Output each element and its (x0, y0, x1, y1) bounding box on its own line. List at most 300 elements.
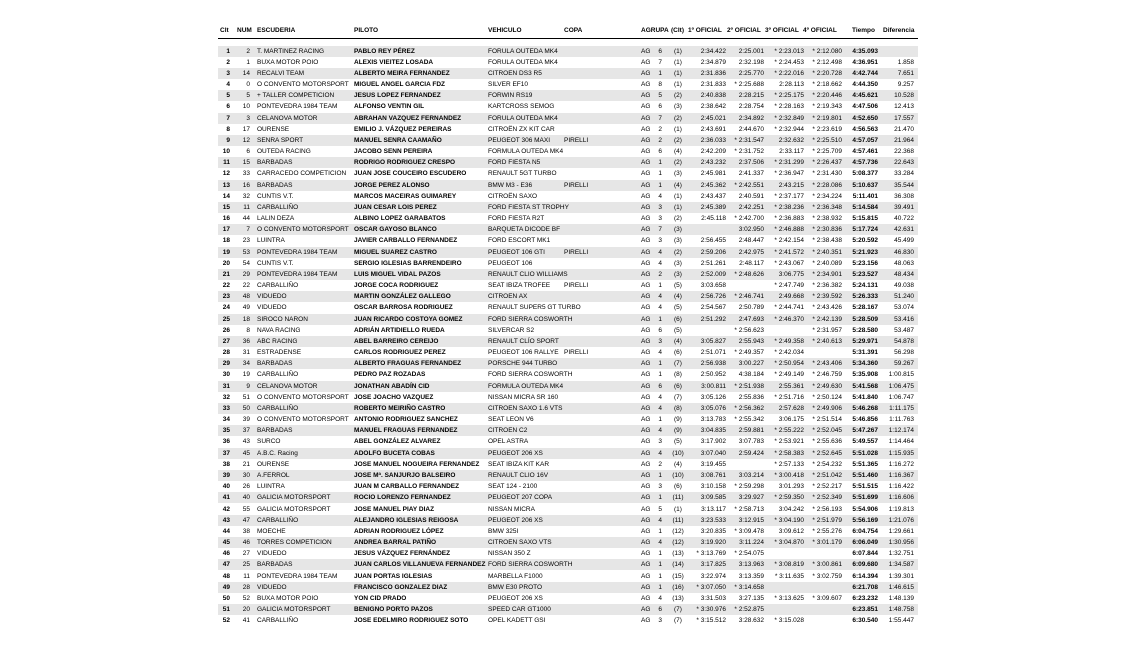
cell-clt: 9 (226, 136, 230, 144)
cell-clt: 23 (222, 293, 230, 301)
col-clase-header: (Clt) (671, 27, 684, 34)
cell-escuderia: CARBALLIÑO (257, 617, 299, 625)
cell-vehiculo: FORD ESCORT MK1 (488, 237, 551, 245)
cell-agnum: 4 (658, 293, 662, 301)
cell-clt: 2 (226, 58, 230, 66)
cell-piloto: ROBERTO MEIRIÑO CASTRO (354, 404, 446, 412)
cell-of2: 2:55.836 (738, 393, 764, 401)
cell-dif: 48.434 (894, 270, 914, 278)
cell-of2: * 2:56.623 (734, 326, 764, 334)
cell-of1: 2:31.833 (700, 81, 726, 88)
cell-tiempo: 5:21.923 (852, 248, 878, 256)
cell-escuderia: VIDUEDO (257, 304, 287, 312)
cell-clase: (1) (674, 505, 682, 513)
cell-of3: * 2:46.370 (774, 315, 804, 323)
cell-piloto: JUAN M CARBALLO FERNANDEZ (354, 483, 460, 491)
cell-clase: (10) (672, 472, 684, 479)
cell-of4: * 2:52.645 (812, 449, 842, 457)
cell-of4: * 2:36.382 (812, 282, 842, 290)
cell-piloto: JORGE COCA RODRIGUEZ (354, 282, 439, 290)
cell-num: 14 (242, 69, 250, 77)
cell-agnum: 1 (658, 527, 662, 535)
cell-escuderia: GALICIA MOTORSPORT (257, 505, 331, 513)
table-row (218, 291, 918, 302)
cell-clase: (1) (674, 203, 682, 211)
cell-escuderia: CARBALLIÑO (257, 371, 299, 379)
cell-clase: (6) (674, 483, 682, 491)
cell-of1: 3:13.783 (700, 416, 726, 424)
cell-ag: AG (641, 483, 651, 491)
cell-ag: AG (641, 58, 651, 66)
cell-ag: AG (641, 69, 651, 77)
cell-of4: * 2:38.438 (812, 237, 842, 245)
cell-clase: (4) (674, 460, 682, 468)
cell-of3: * 3:11.635 (774, 572, 804, 580)
cell-num: 27 (242, 550, 250, 558)
cell-of1: 2:45.021 (700, 114, 726, 122)
cell-of2: 2:28.215 (738, 92, 764, 100)
cell-escuderia: OURENSE (257, 125, 290, 133)
cell-tiempo: 5:29.971 (852, 337, 878, 345)
cell-dif: 1:12.174 (888, 427, 914, 435)
cell-escuderia: CELANOVA MOTOR (257, 382, 318, 390)
cell-dif: 1:16.272 (888, 460, 914, 468)
cell-of3: * 2:57.133 (774, 460, 804, 468)
cell-dif: 56.298 (894, 349, 914, 357)
cell-of3: * 2:42.154 (774, 237, 804, 245)
table-row (218, 113, 918, 124)
cell-of4: * 3:01.179 (812, 539, 842, 546)
cell-agnum: 1 (658, 69, 662, 77)
cell-ag: AG (641, 360, 651, 368)
cell-clt: 4 (226, 81, 230, 88)
cell-piloto: PEDRO PAZ ROZADAS (354, 371, 426, 379)
cell-escuderia: GALICIA MOTORSPORT (257, 606, 331, 613)
cell-of1: 2:51.261 (700, 259, 726, 267)
cell-escuderia: BARBADAS (257, 427, 293, 435)
cell-num: 15 (242, 159, 250, 167)
cell-ag: AG (641, 349, 651, 357)
table-row (218, 537, 918, 548)
cell-tiempo: 6:04.754 (852, 527, 878, 535)
cell-piloto: ALFONSO VENTIN GIL (354, 103, 425, 111)
cell-agnum: 1 (658, 170, 662, 178)
cell-clase: (3) (674, 237, 682, 245)
cell-ag: AG (641, 103, 651, 111)
cell-of3: * 2:44.741 (774, 304, 804, 312)
cell-num: 45 (242, 449, 250, 457)
cell-of2: * 2:52.875 (734, 606, 764, 613)
cell-of3: * 3:04.870 (774, 539, 804, 546)
cell-of4: * 2:49.630 (812, 382, 842, 390)
cell-of1: 3:19.455 (700, 460, 726, 468)
cell-clase: (2) (674, 248, 682, 256)
cell-of3: 2:32.632 (778, 136, 804, 144)
cell-of3: * 3:08.819 (774, 561, 804, 569)
cell-of3: * 2:41.572 (774, 248, 804, 256)
cell-escuderia: O CONVENTO MOTORSPORT (257, 393, 349, 401)
cell-num: 17 (242, 125, 250, 133)
cell-of1: * 3:15.512 (696, 617, 726, 625)
col-of2-header: 2º OFICIAL (727, 27, 761, 34)
cell-dif: 21.470 (894, 125, 914, 133)
cell-of1: 2:51.292 (700, 315, 726, 323)
cell-of4: * 2:46.759 (812, 371, 842, 379)
cell-clase: (3) (674, 270, 682, 278)
cell-of1: 3:05.827 (700, 337, 726, 345)
cell-dif: 48.063 (894, 259, 914, 267)
cell-ag: AG (641, 237, 651, 245)
cell-ag: AG (641, 270, 651, 278)
cell-tiempo: 5:47.267 (852, 427, 878, 435)
cell-clase: (5) (674, 438, 682, 446)
cell-clase: (8) (674, 404, 682, 412)
cell-agnum: 3 (658, 203, 662, 211)
cell-of1: 3:17.902 (700, 438, 726, 446)
cell-escuderia: CARBALLIÑO (257, 282, 299, 290)
cell-vehiculo: RENAULT CLÍO SPORT (488, 337, 559, 345)
cell-dif: 45.499 (894, 237, 914, 245)
cell-dif: 21.964 (894, 136, 914, 144)
cell-of1: 2:45.118 (701, 215, 726, 223)
cell-tiempo: 5:31.391 (852, 349, 878, 357)
cell-of4: * 2:23.619 (812, 125, 842, 133)
cell-num: 0 (246, 81, 250, 88)
cell-clt: 43 (222, 516, 230, 524)
cell-piloto: JOSE MANUEL NOGUEIRA FERNANDEZ (354, 460, 480, 468)
cell-of4: * 2:39.592 (812, 293, 842, 301)
cell-ag: AG (641, 293, 651, 301)
cell-escuderia: PONTEVEDRA 1984 TEAM (257, 270, 338, 278)
cell-clase: (3) (674, 226, 682, 234)
cell-clase: (7) (674, 393, 682, 401)
cell-escuderia: PONTEVEDRA 1984 TEAM (257, 103, 338, 111)
cell-vehiculo: FORD SIERRA COSWORTH (488, 561, 573, 569)
cell-tiempo: 6:30.540 (852, 617, 878, 625)
cell-piloto: ABEL GONZÁLEZ ALVAREZ (354, 438, 441, 446)
cell-ag: AG (641, 550, 651, 558)
cell-ag: AG (641, 416, 651, 424)
cell-tiempo: 6:09.680 (852, 561, 878, 569)
cell-agnum: 4 (658, 304, 662, 312)
cell-of4: * 2:43.406 (812, 360, 842, 368)
cell-clt: 16 (222, 215, 230, 223)
cell-tiempo: 4:36.951 (852, 58, 878, 66)
cell-vehiculo: BMW 325I (488, 527, 519, 535)
cell-of4: * 2:42.139 (812, 315, 842, 323)
cell-of1: 3:31.503 (700, 594, 726, 602)
cell-of3: * 2:51.716 (774, 393, 804, 401)
cell-clase: (12) (672, 527, 684, 535)
cell-clase: (5) (674, 326, 682, 334)
table-row (218, 582, 918, 593)
cell-of2: 2:48.447 (738, 237, 764, 245)
cell-of4: * 2:31.957 (812, 326, 842, 334)
cell-vehiculo: NISSAN 350 Z (488, 550, 531, 558)
cell-piloto: JOSE JOACHO VAZQUEZ (354, 393, 434, 401)
cell-vehiculo: FORD SIERRA COSWORTH (488, 315, 573, 323)
cell-of1: 3:17.825 (700, 561, 726, 569)
cell-of3: * 2:32.944 (774, 125, 804, 133)
cell-agnum: 2 (658, 270, 662, 278)
cell-of4: * 2:12.498 (812, 58, 842, 66)
cell-clt: 24 (222, 304, 230, 312)
cell-of2: * 2:49.357 (734, 349, 764, 357)
cell-piloto: ALEXIS VIEITEZ LOSADA (354, 58, 434, 66)
cell-dif: 1:48.139 (888, 594, 914, 602)
cell-vehiculo: SPEED CAR GT1000 (488, 606, 551, 613)
cell-of3: * 2:58.383 (774, 449, 804, 457)
cell-clt: 20 (222, 259, 230, 267)
cell-piloto: JOSE MANUEL PIAY DIAZ (354, 505, 435, 513)
cell-dif: 1:11.763 (889, 416, 914, 424)
cell-of3: 2:57.628 (778, 404, 804, 412)
cell-ag: AG (641, 594, 651, 602)
cell-clase: (2) (674, 159, 682, 167)
cell-copa: PIRELLI (564, 349, 589, 357)
col-piloto-header: PILOTO (354, 27, 379, 34)
cell-num: 41 (242, 617, 250, 625)
cell-ag: AG (641, 438, 651, 446)
cell-ag: AG (641, 215, 651, 223)
cell-piloto: MIGUEL SUAREZ CASTRO (354, 248, 437, 256)
cell-clt: 5 (226, 92, 230, 100)
cell-tiempo: 6:21.708 (852, 583, 878, 591)
cell-clt: 33 (222, 404, 230, 412)
cell-of3: * 2:25.175 (774, 92, 804, 100)
cell-dif: 1:14.464 (888, 438, 914, 446)
table-row (218, 593, 918, 604)
cell-escuderia: BARBADAS (257, 360, 293, 368)
cell-dif: 54.878 (894, 337, 914, 345)
cell-tiempo: 5:08.377 (852, 170, 878, 178)
cell-of2: 3:28.632 (738, 617, 764, 625)
cell-agnum: 1 (658, 550, 662, 558)
cell-vehiculo: PEUGEOT 106 RALLYE (488, 349, 559, 357)
cell-of1: 3:22.974 (700, 572, 726, 580)
cell-of1: 2:34.422 (700, 47, 726, 55)
cell-of1: 3:00.811 (701, 382, 726, 390)
table-row (218, 403, 918, 414)
cell-ag: AG (641, 561, 651, 569)
cell-tiempo: 5:46.856 (852, 416, 878, 424)
col-copa-header: COPA (564, 27, 583, 34)
cell-num: 26 (242, 483, 250, 491)
cell-of4: * 2:49.906 (812, 404, 842, 412)
cell-clase: (5) (674, 304, 682, 312)
table-row (218, 358, 918, 369)
cell-clase: (1) (674, 47, 682, 55)
cell-tiempo: 5:11.401 (852, 192, 878, 200)
cell-tiempo: 5:14.584 (852, 203, 878, 211)
cell-of2: * 2:31.547 (734, 136, 764, 144)
cell-vehiculo: FORULA OUTEDA MK4 (488, 114, 558, 122)
cell-of1: 3:20.835 (700, 527, 726, 535)
cell-agnum: 4 (658, 516, 662, 524)
cell-clase: (11) (672, 494, 684, 502)
cell-ag: AG (641, 494, 651, 502)
cell-escuderia: VIDUEDO (257, 550, 287, 558)
cell-clt: 36 (222, 438, 230, 446)
cell-num: 20 (242, 606, 250, 613)
cell-num: 53 (242, 248, 250, 256)
cell-dif: 1:29.661 (888, 527, 914, 535)
cell-vehiculo: CITROEN DS3 R5 (488, 69, 542, 77)
cell-agnum: 1 (658, 416, 662, 424)
cell-agnum: 1 (658, 572, 662, 580)
cell-dif: 1:30.956 (888, 539, 914, 546)
table-row (218, 135, 918, 146)
cell-piloto: OSCAR BARROSA RODRIGUEZ (354, 304, 453, 312)
cell-escuderia: SENRA SPORT (257, 136, 304, 144)
cell-tiempo: 6:07.844 (852, 550, 878, 558)
cell-vehiculo: PEUGEOT 306 MAXI (488, 136, 551, 144)
col-diferencia-header: Diferencia (883, 27, 915, 34)
cell-vehiculo: PEUGEOT 106 GTI (488, 248, 545, 256)
cell-dif: 1:16.606 (888, 494, 914, 502)
cell-ag: AG (641, 125, 651, 133)
cell-clt: 30 (222, 371, 230, 379)
cell-clt: 13 (222, 181, 230, 189)
cell-piloto: ALBINO LOPEZ GARABATOS (354, 215, 446, 223)
cell-num: 6 (246, 148, 250, 155)
cell-piloto: ANDREA BARRAL PATIÑO (354, 539, 437, 546)
cell-tiempo: 6:06.049 (852, 539, 878, 546)
cell-num: 23 (242, 237, 250, 245)
cell-dif: 1:48.758 (888, 606, 914, 613)
cell-of2: 2:34.892 (738, 114, 764, 122)
cell-of1: 2:34.879 (700, 58, 726, 66)
cell-tiempo: 5:26.333 (852, 293, 878, 301)
cell-vehiculo: FORD FIESTA N5 (488, 159, 541, 167)
cell-clt: 38 (222, 460, 230, 468)
cell-num: 34 (242, 360, 250, 368)
cell-escuderia: GALICIA MOTORSPORT (257, 494, 331, 502)
cell-piloto: JUAN CARLOS VILLANUEVA FERNANDEZ (354, 561, 486, 569)
cell-of1: 3:10.158 (700, 483, 726, 491)
cell-clt: 15 (222, 203, 230, 211)
cell-vehiculo: PEUGEOT 206 XS (488, 516, 543, 524)
cell-clase: (13) (672, 594, 684, 602)
cell-piloto: ALEJANDRO IGLESIAS REIGOSA (354, 516, 459, 524)
cell-clt: 42 (222, 505, 230, 513)
table-row (218, 191, 918, 202)
cell-tiempo: 5:15.815 (852, 215, 878, 223)
cell-of2: 2:55.943 (738, 337, 764, 345)
cell-tiempo: 5:10.637 (852, 181, 878, 189)
cell-ag: AG (641, 114, 651, 122)
cell-agnum: 4 (658, 192, 662, 200)
table-row (218, 247, 918, 258)
cell-escuderia: T. MARTINEZ RACING (257, 47, 325, 55)
cell-tiempo: 5:51.699 (852, 494, 878, 502)
cell-dif: 53.074 (894, 304, 914, 312)
cell-clase: (7) (674, 617, 682, 625)
cell-tiempo: 5:51.515 (852, 483, 878, 491)
cell-clase: (2) (674, 114, 682, 122)
cell-tiempo: 4:57.461 (852, 148, 878, 155)
cell-agnum: 2 (658, 125, 662, 133)
cell-num: 39 (242, 416, 250, 424)
cell-dif: 22.643 (894, 159, 914, 167)
col-num-header: NUM (237, 27, 252, 34)
cell-of1: 3:05.076 (700, 404, 726, 412)
cell-vehiculo: SEAT IBIZA TROFEE (488, 282, 551, 290)
cell-clt: 48 (222, 572, 230, 580)
cell-vehiculo: FORULA OUTEDA MK4 (488, 58, 558, 66)
cell-of3: * 3:15.028 (774, 617, 804, 625)
cell-agnum: 1 (658, 472, 662, 479)
cell-of1: * 3:07.050 (696, 583, 726, 591)
cell-of3: * 2:49.149 (774, 371, 804, 379)
cell-dif: 36.308 (894, 192, 914, 200)
cell-tiempo: 5:35.908 (852, 371, 878, 379)
table-row (218, 559, 918, 570)
cell-clt: 52 (222, 617, 230, 625)
cell-tiempo: 5:23.156 (852, 259, 878, 267)
cell-of1: 2:38.642 (700, 103, 726, 111)
cell-escuderia: + TALLER COMPETICION (257, 92, 335, 100)
cell-of4: * 2:54.232 (812, 460, 842, 468)
cell-vehiculo: SEAT 124 - 2100 (488, 483, 538, 491)
cell-of4: * 2:56.193 (812, 505, 842, 513)
cell-agnum: 1 (658, 282, 662, 290)
cell-clase: (13) (672, 550, 684, 558)
cell-tiempo: 5:28.580 (852, 326, 878, 334)
cell-vehiculo: FORMULA OUTEDA MK4 (488, 382, 564, 390)
table-row (218, 168, 918, 179)
cell-num: 21 (242, 460, 250, 468)
cell-of4: * 2:50.124 (812, 393, 842, 401)
cell-ag: AG (641, 148, 651, 155)
col-agrupacion-header: AGRUPA (641, 27, 669, 34)
cell-vehiculo: CITROEN C2 (488, 427, 528, 435)
cell-escuderia: SIROCO NARON (257, 315, 308, 323)
cell-agnum: 1 (658, 583, 662, 591)
cell-of3: * 2:22.016 (774, 69, 804, 77)
cell-clt: 1 (226, 47, 230, 55)
cell-dif: 1:32.751 (888, 550, 914, 558)
cell-escuderia: CUNTIS V.T. (257, 259, 294, 267)
cell-of3: * 2:46.888 (774, 226, 804, 234)
cell-of4: * 2:52.045 (812, 427, 842, 435)
col-of1-header: 1º OFICIAL (688, 27, 722, 34)
cell-of3: * 2:49.358 (774, 337, 804, 345)
cell-dif: 40.722 (894, 215, 914, 223)
cell-of2: 3:11.224 (739, 539, 764, 546)
cell-of3: * 2:36.947 (774, 170, 804, 178)
cell-tiempo: 4:57.736 (852, 159, 878, 167)
cell-dif: 46.830 (894, 248, 914, 256)
cell-agnum: 7 (658, 58, 662, 66)
cell-clt: 17 (222, 226, 230, 234)
cell-escuderia: OURENSE (257, 460, 290, 468)
cell-of1: 3:03.658 (700, 282, 726, 290)
cell-vehiculo: PEUGEOT 106 (488, 259, 533, 267)
cell-piloto: MARCOS MACEIRAS GUIMAREY (354, 192, 457, 200)
cell-escuderia: CARBALLIÑO (257, 203, 299, 211)
cell-ag: AG (641, 516, 651, 524)
table-row (218, 526, 918, 537)
cell-of4: * 2:20.728 (812, 69, 842, 77)
cell-copa: PIRELLI (564, 248, 589, 256)
cell-of4: * 2:51.979 (812, 516, 842, 524)
cell-num: 32 (242, 192, 250, 200)
cell-dif: 49.038 (894, 282, 914, 290)
cell-piloto: JESUS VÁZQUEZ FERNÁNDEZ (354, 550, 451, 558)
cell-escuderia: PONTEVEDRA 1984 TEAM (257, 572, 338, 580)
cell-of1: 2:45.981 (700, 170, 726, 178)
